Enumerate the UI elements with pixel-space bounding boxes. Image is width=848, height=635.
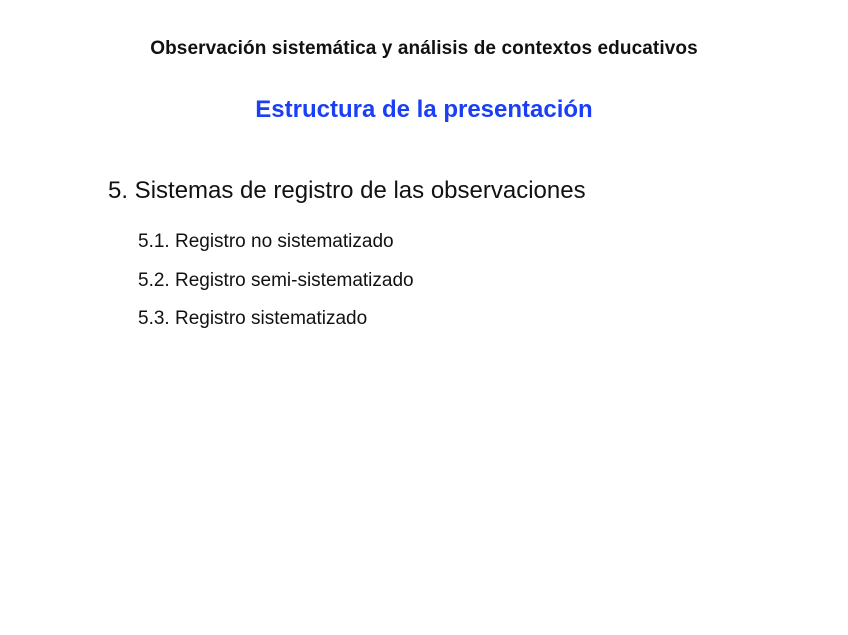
section-title: Estructura de la presentación: [255, 96, 593, 123]
subitem-label: 5.1. Registro no sistematizado: [138, 231, 394, 252]
subitem-label: 5.2. Registro semi-sistematizado: [138, 269, 414, 291]
subitem-list: [138, 229, 414, 345]
course-title: Observación sistemática y análisis de contextos educativos: [150, 38, 698, 59]
subitem-label: 5.3. Registro sistematizado: [138, 308, 368, 329]
main-heading: 5. Sistemas de registro de las observaciones: [108, 177, 586, 204]
